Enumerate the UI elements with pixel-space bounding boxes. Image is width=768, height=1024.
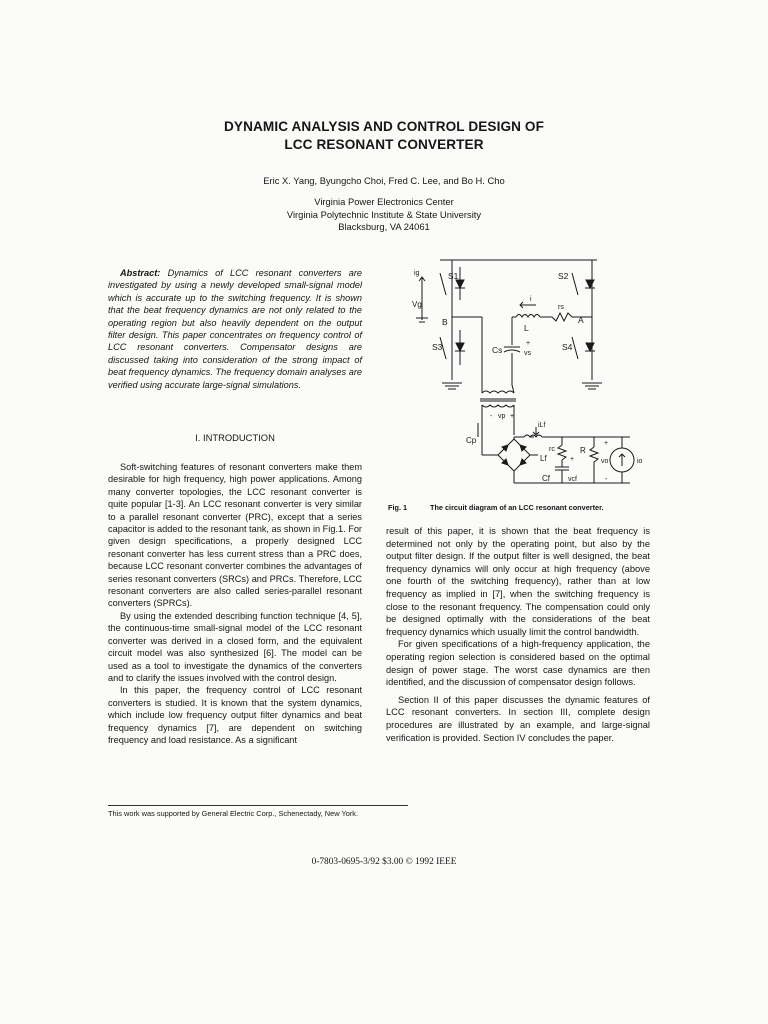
label-r: R (580, 446, 586, 455)
label-plus-vcf: + (570, 456, 575, 463)
circuit-diagram (412, 255, 652, 500)
affiliation-line-3: Blacksburg, VA 24061 (338, 221, 430, 232)
figure-number: Fig. 1 (388, 503, 408, 512)
right-paragraph-3: Section II of this paper discusses the dynamic features of LCC resonant converters. In section III, complete design procedures are illustrated by an example, and large-signal verification is provided. Section IV concludes the paper. (386, 694, 650, 743)
label-minus-vp: - (490, 413, 493, 420)
right-paragraph-2: For given specifications of a high-frequency application, the operating region selection is considered based on the optimal design of power stage. The worst case dynamics are then identified, and the discussion of compensator design follows. (386, 639, 650, 688)
label-vo: vo (601, 458, 609, 465)
intro-paragraph-1: Soft-switching features of resonant converters make them desirable for high frequency, high power applications. Among many converter topologies, the LCC resonant converter is quite popular [1-3]. An LCC resonant converter is very similar to a parallel resonant converter (PRC), except that a series capacitor is added to the resonant tank, as shown in Fig.1. For given design specifications, a properly designed LCC resonant converter has less current stress than a PRC does, because LCC resonant converter combines the advantages of series resonant converters (SRCs) and PRCs. Therefore, LCC resonant converters are also called series-parallel resonant converters (SPRCs). (108, 462, 362, 609)
label-s4: S4 (562, 342, 573, 352)
affiliation-line-1: Virginia Power Electronics Center (314, 196, 454, 207)
label-plus-vo: + (604, 440, 609, 447)
label-cf: Cf (542, 474, 550, 483)
label-rs: rs (558, 304, 564, 311)
footnote: This work was supported by General Electric Corp., Schenectady, New York. (108, 809, 359, 818)
label-cp: Cp (466, 436, 477, 445)
introduction-body (108, 461, 362, 746)
label-ilf: iLf (538, 422, 546, 429)
abstract-text: Dynamics of LCC resonant converters are investigated by using a newly developed small-signal model which is accurate up to the switching frequency. It is shown that the beat frequency dynamics are not only related to the operating region but also heavily dependent on the output filter design. This paper concentrates on frequency control of LCC resonant converters. Compensator designs are discussed taking into consideration of the strong impact of beat frequency dynamics. The frequency domain analyses are verified using accurate large-signal simulations. (108, 268, 362, 390)
label-rc: rc (549, 446, 555, 453)
label-plus-vp: + (510, 413, 515, 420)
title-line-1: DYNAMIC ANALYSIS AND CONTROL DESIGN OF (224, 119, 544, 134)
copyright-line: 0-7803-0695-3/92 $3.00 © 1992 IEEE (311, 857, 457, 867)
title-line-2: LCC RESONANT CONVERTER (284, 137, 484, 152)
footnote-rule (108, 805, 408, 806)
label-s1: S1 (448, 271, 459, 281)
right-paragraph-1: result of this paper, it is shown that the beat frequency is determined not only by the operating point, but also by the output filter design. If the output filter is well designed, the beat frequency dynamics will only occur at high frequency (above one fourth of the switching frequency), rather than at low frequency as implied in [7], when the switching frequency is close to the resonant frequency. The compensation could only be designed optimally with the considerations of the beat frequency dynamics which usually limit the control bandwidth. (386, 526, 650, 637)
label-b: B (442, 317, 448, 327)
label-vp: vp (498, 413, 506, 420)
author-list: Eric X. Yang, Byungcho Choi, Fred C. Lee, and Bo H. Cho (263, 175, 505, 186)
label-lf: Lf (540, 454, 547, 463)
abstract (108, 267, 362, 391)
section-heading-introduction: I. INTRODUCTION (195, 432, 275, 443)
label-i: i (530, 296, 532, 303)
right-column-body (386, 525, 650, 744)
affiliation (150, 196, 618, 234)
affiliation-line-2: Virginia Polytechnic Institute & State University (286, 208, 482, 220)
label-ig: ig (414, 270, 420, 277)
intro-paragraph-2: By using the extended describing function technique [4, 5], the continuous-time small-signal model of the LCC resonant converter was derived in a closed form, and the equivalent circuit model was also synthesized [6]. The model can be used as a tool to investigate the dynamics of the converters and to clarify the issues involved with the control design. (108, 610, 362, 683)
label-vs: vs (524, 350, 531, 357)
paper-title (150, 118, 618, 154)
label-io: io (637, 458, 643, 465)
label-plus-vs: + (526, 340, 531, 347)
figure-caption (388, 503, 658, 512)
label-s2: S2 (558, 271, 569, 281)
label-vcf: vcf (568, 476, 577, 483)
figure-caption-text: The circuit diagram of an LCC resonant converter. (430, 503, 604, 512)
label-l: L (524, 323, 529, 333)
label-cs: Cs (492, 345, 503, 355)
abstract-label: Abstract: (120, 268, 161, 278)
label-vg: Vg (412, 300, 422, 309)
label-s3: S3 (432, 342, 443, 352)
label-a: A (578, 315, 584, 325)
intro-paragraph-3: In this paper, the frequency control of LCC resonant converters is studied. It is known that the system dynamics, which include low frequency output filter dynamics and beat frequency dynamics [7], are dependent on switching frequency and load resistance. As a significant (108, 685, 362, 745)
label-minus-vo: - (605, 476, 608, 483)
